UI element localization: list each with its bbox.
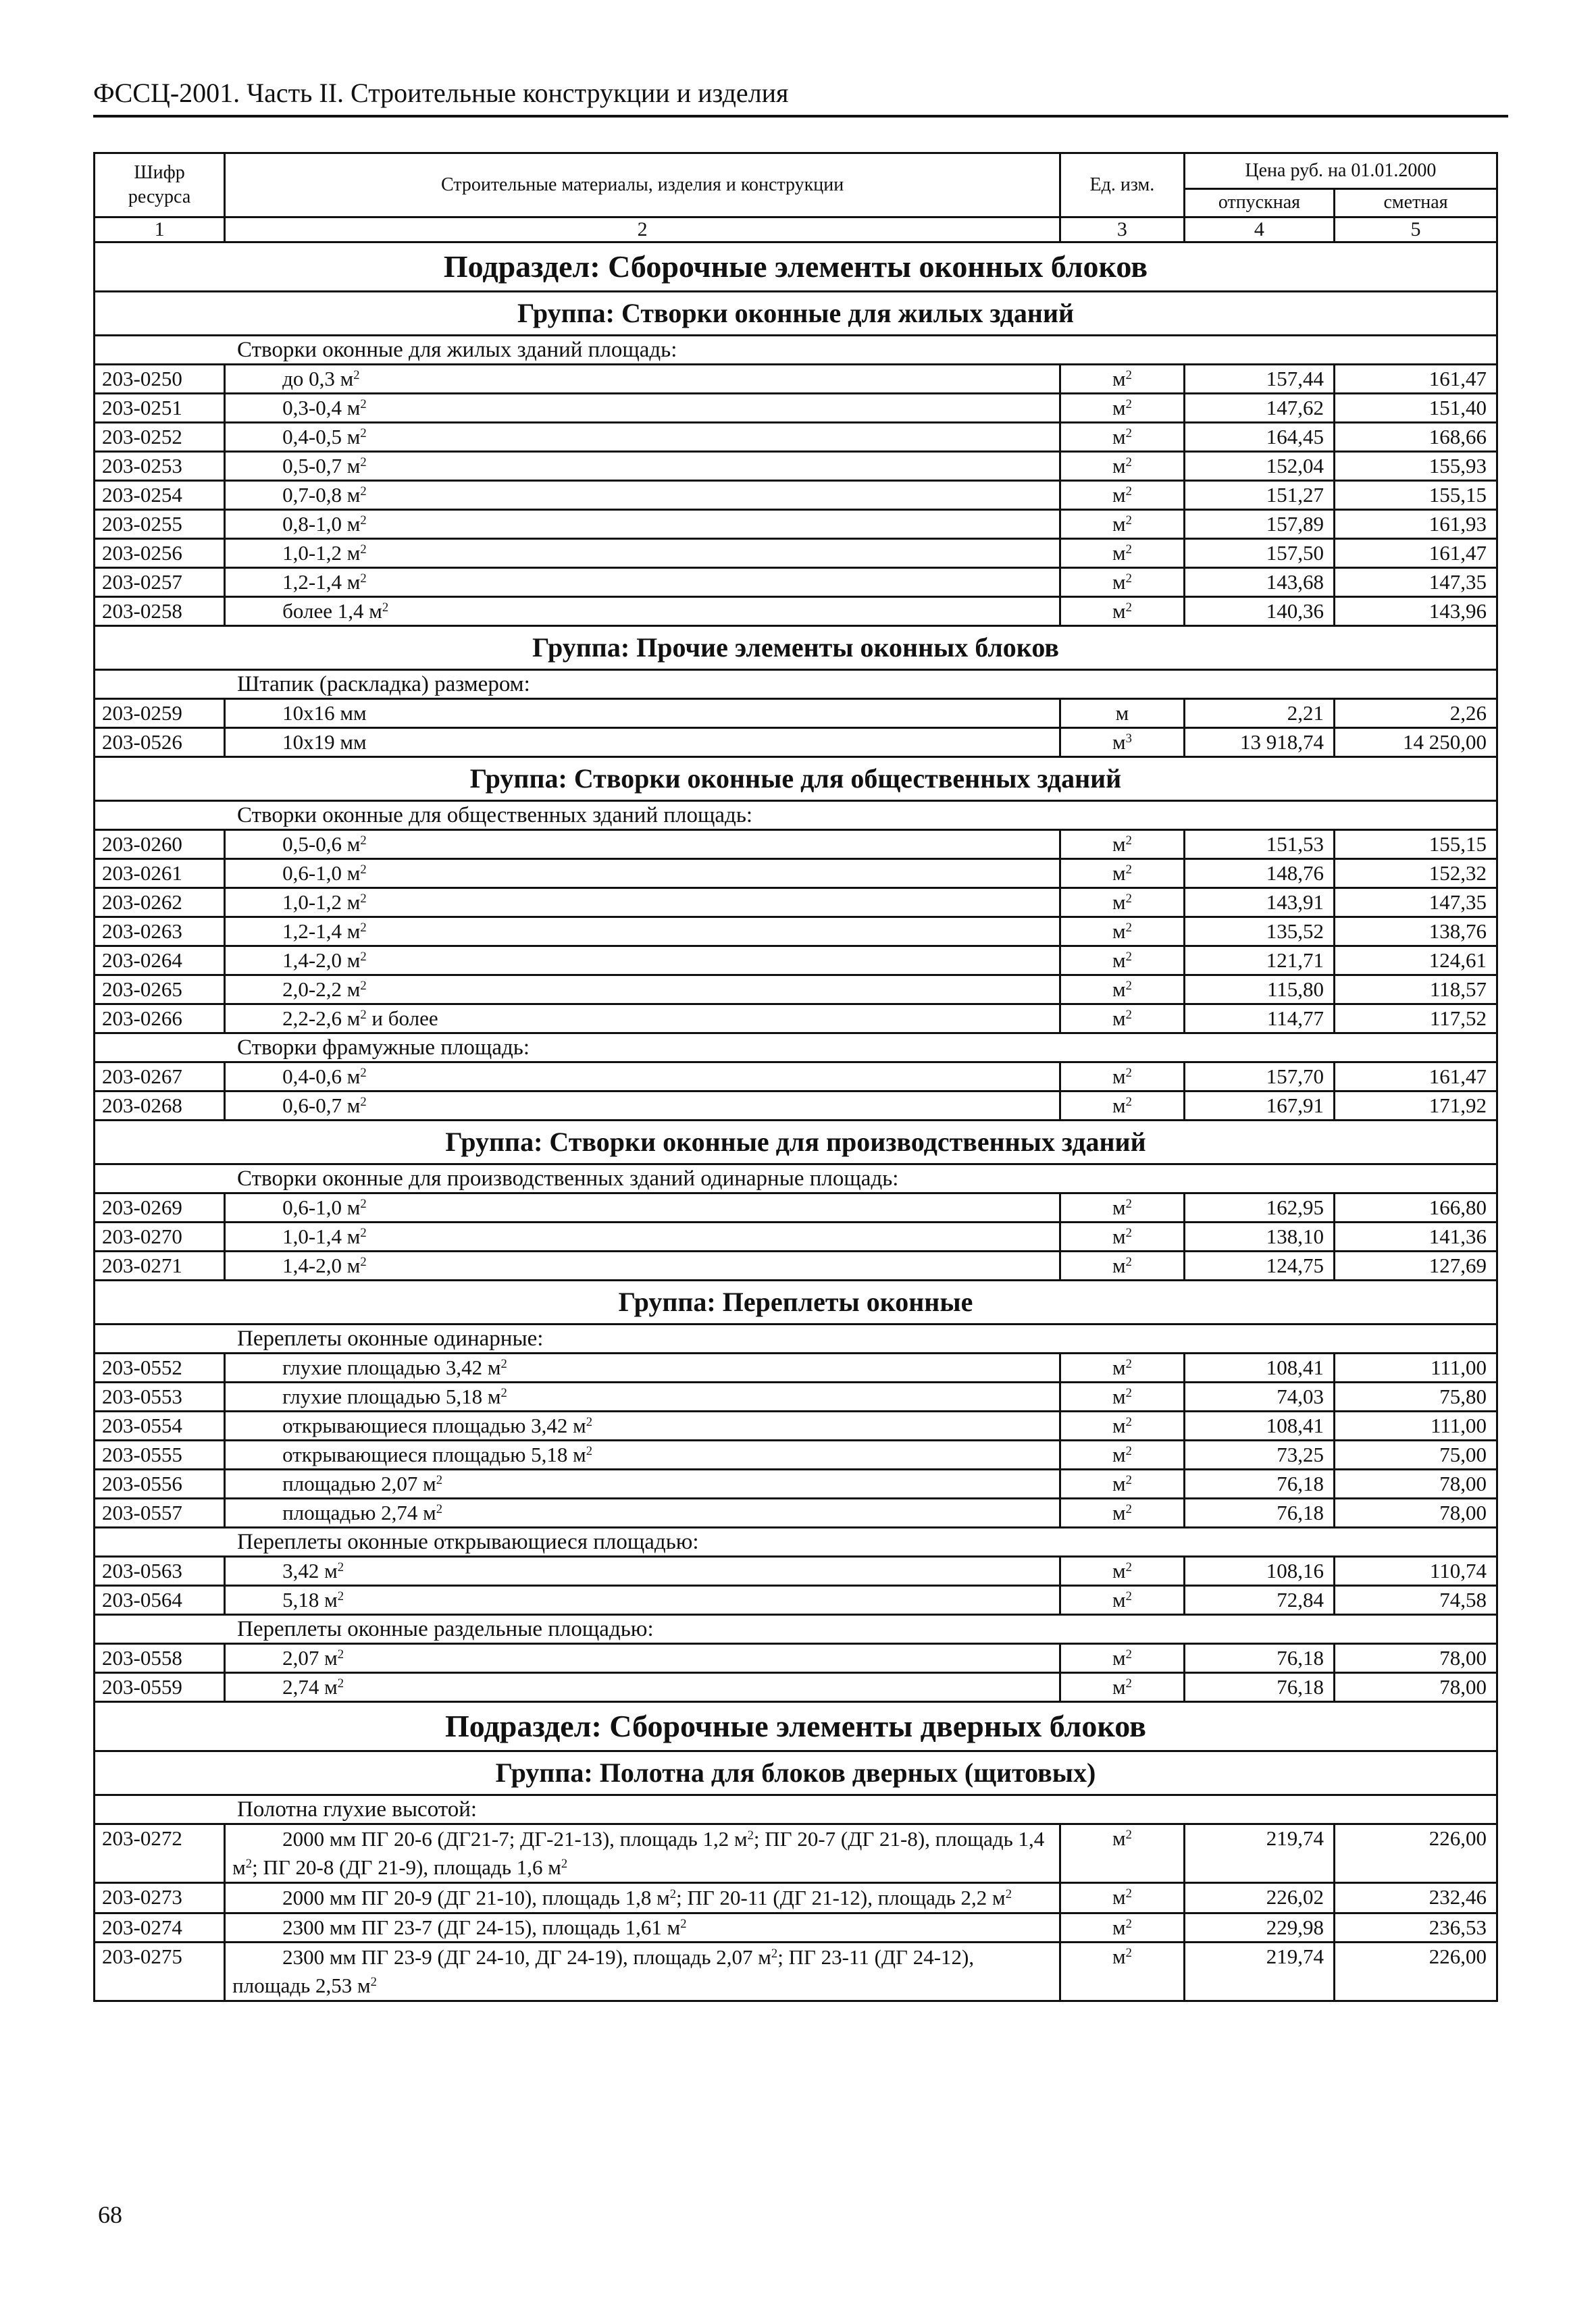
col-header-code: Шифр ресурса	[95, 153, 225, 217]
unit: $м^3$	[1060, 728, 1185, 757]
estimate-price: 117,52	[1335, 1004, 1497, 1033]
unit: $м^2$	[1060, 888, 1185, 917]
unit: $м^2$	[1060, 452, 1185, 481]
item-name: 1,2-1,4 $м^2$	[225, 917, 1060, 946]
unit: $м^2$	[1060, 1383, 1185, 1412]
table-row	[95, 830, 1497, 859]
release-price: 135,52	[1184, 917, 1334, 946]
unit: $м^2$	[1060, 1673, 1185, 1702]
release-price: 140,36	[1184, 597, 1334, 626]
resource-code: 203-0552	[95, 1354, 225, 1383]
resource-code: 203-0255	[95, 510, 225, 539]
estimate-price: 236,53	[1335, 1913, 1497, 1943]
table-row	[95, 1499, 1497, 1528]
col-header-name: Строительные материалы, изделия и конструкции	[225, 153, 1060, 217]
unit: $м^2$	[1060, 1943, 1185, 2001]
subheading-title: Переплеты оконные раздельные площадью:	[95, 1615, 1497, 1644]
table-row	[95, 1062, 1497, 1091]
estimate-price: 161,47	[1335, 539, 1497, 568]
item-name: 2,07 $м^2$	[225, 1644, 1060, 1673]
estimate-price: 78,00	[1335, 1644, 1497, 1673]
table-row	[95, 1943, 1497, 2001]
group-row	[95, 757, 1497, 801]
page-header-title: ФССЦ-2001. Часть II. Строительные конструкции и изделия	[93, 78, 789, 108]
release-price: 2,21	[1184, 699, 1334, 728]
resource-code: 203-0526	[95, 728, 225, 757]
estimate-price: 166,80	[1335, 1193, 1497, 1223]
estimate-price: 124,61	[1335, 946, 1497, 975]
estimate-price: 111,00	[1335, 1354, 1497, 1383]
unit: $м^2$	[1060, 859, 1185, 888]
table-row	[95, 975, 1497, 1004]
table-row	[95, 946, 1497, 975]
col-header-unit: Ед. изм.	[1060, 153, 1185, 217]
estimate-price: 161,93	[1335, 510, 1497, 539]
resource-code: 203-0254	[95, 481, 225, 510]
resource-code: 203-0268	[95, 1091, 225, 1121]
item-name: 0,6-0,7 $м^2$	[225, 1091, 1060, 1121]
estimate-price: 14 250,00	[1335, 728, 1497, 757]
estimate-price: 147,35	[1335, 888, 1497, 917]
estimate-price: 147,35	[1335, 568, 1497, 597]
unit: $м^2$	[1060, 946, 1185, 975]
release-price: 76,18	[1184, 1673, 1334, 1702]
unit: $м^2$	[1060, 539, 1185, 568]
table-row	[95, 1412, 1497, 1441]
resource-code: 203-0271	[95, 1252, 225, 1281]
table-row	[95, 1383, 1497, 1412]
group-title: Группа: Переплеты оконные	[95, 1281, 1497, 1325]
group-row	[95, 292, 1497, 336]
group-title: Группа: Створки оконные для жилых зданий	[95, 292, 1497, 336]
group-row	[95, 1281, 1497, 1325]
table-row	[95, 1883, 1497, 1913]
unit: м	[1060, 699, 1185, 728]
release-price: 164,45	[1184, 423, 1334, 452]
resource-code: 203-0269	[95, 1193, 225, 1223]
release-price: 157,44	[1184, 365, 1334, 394]
subheading-title: Штапик (раскладка) размером:	[95, 670, 1497, 699]
release-price: 74,03	[1184, 1383, 1334, 1412]
item-name: глухие площадью 3,42 $м^2$	[225, 1354, 1060, 1383]
estimate-price: 138,76	[1335, 917, 1497, 946]
table-row	[95, 1193, 1497, 1223]
subheading-row	[95, 1528, 1497, 1557]
release-price: 73,25	[1184, 1441, 1334, 1470]
subheading-row	[95, 670, 1497, 699]
subdivision-title: Подраздел: Сборочные элементы оконных блоков	[95, 242, 1497, 292]
estimate-price: 78,00	[1335, 1673, 1497, 1702]
group-row	[95, 1751, 1497, 1795]
header-divider	[93, 115, 1508, 118]
subheading-title: Створки фрамужные площадь:	[95, 1033, 1497, 1062]
col-header-release-price: отпускная	[1184, 188, 1334, 217]
column-number: 3	[1060, 217, 1185, 242]
release-price: 226,02	[1184, 1883, 1334, 1913]
item-name: 1,0-1,4 $м^2$	[225, 1223, 1060, 1252]
table-row	[95, 888, 1497, 917]
table-row	[95, 365, 1497, 394]
page-number: 68	[98, 2201, 122, 2228]
table-row	[95, 699, 1497, 728]
item-name: 2300 мм ПГ 23-9 (ДГ 24-10, ДГ 24-19), площадь 2,07 $м^2$; ПГ 23-11 (ДГ 24-12), площадь 2,53 $м^2$	[225, 1943, 1060, 2001]
resource-code: 203-0262	[95, 888, 225, 917]
item-name: 1,0-1,2 $м^2$	[225, 539, 1060, 568]
estimate-price: 74,58	[1335, 1586, 1497, 1615]
estimate-price: 152,32	[1335, 859, 1497, 888]
estimate-price: 171,92	[1335, 1091, 1497, 1121]
release-price: 108,41	[1184, 1412, 1334, 1441]
release-price: 76,18	[1184, 1644, 1334, 1673]
resource-code: 203-0553	[95, 1383, 225, 1412]
release-price: 72,84	[1184, 1586, 1334, 1615]
release-price: 157,89	[1184, 510, 1334, 539]
item-name: 0,5-0,6 $м^2$	[225, 830, 1060, 859]
item-name: 1,4-2,0 $м^2$	[225, 946, 1060, 975]
resource-code: 203-0260	[95, 830, 225, 859]
release-price: 76,18	[1184, 1499, 1334, 1528]
table-row	[95, 1586, 1497, 1615]
estimate-price: 155,93	[1335, 452, 1497, 481]
item-name: открывающиеся площадью 3,42 $м^2$	[225, 1412, 1060, 1441]
resource-code: 203-0256	[95, 539, 225, 568]
resource-code: 203-0557	[95, 1499, 225, 1528]
unit: $м^2$	[1060, 1004, 1185, 1033]
resource-code: 203-0258	[95, 597, 225, 626]
release-price: 152,04	[1184, 452, 1334, 481]
resource-code: 203-0253	[95, 452, 225, 481]
item-name: 3,42 $м^2$	[225, 1557, 1060, 1586]
table-row	[95, 1913, 1497, 1943]
column-number: 1	[95, 217, 225, 242]
estimate-price: 75,80	[1335, 1383, 1497, 1412]
release-price: 229,98	[1184, 1913, 1334, 1943]
item-name: более 1,4 $м^2$	[225, 597, 1060, 626]
estimate-price: 161,47	[1335, 1062, 1497, 1091]
table-row	[95, 510, 1497, 539]
estimate-price: 143,96	[1335, 597, 1497, 626]
item-name: 0,4-0,5 $м^2$	[225, 423, 1060, 452]
item-name: 0,5-0,7 $м^2$	[225, 452, 1060, 481]
unit: $м^2$	[1060, 1062, 1185, 1091]
unit: $м^2$	[1060, 394, 1185, 423]
release-price: 148,76	[1184, 859, 1334, 888]
table-row	[95, 1470, 1497, 1499]
unit: $м^2$	[1060, 1586, 1185, 1615]
release-price: 147,62	[1184, 394, 1334, 423]
subheading-title: Полотна глухие высотой:	[95, 1795, 1497, 1824]
estimate-price: 226,00	[1335, 1824, 1497, 1883]
unit: $м^2$	[1060, 1193, 1185, 1223]
item-name: 1,0-1,2 $м^2$	[225, 888, 1060, 917]
release-price: 162,95	[1184, 1193, 1334, 1223]
item-name: глухие площадью 5,18 $м^2$	[225, 1383, 1060, 1412]
table-row	[95, 597, 1497, 626]
subheading-row	[95, 1033, 1497, 1062]
resource-code: 203-0554	[95, 1412, 225, 1441]
item-name: 2,0-2,2 $м^2$	[225, 975, 1060, 1004]
resource-code: 203-0275	[95, 1943, 225, 2001]
resource-code: 203-0252	[95, 423, 225, 452]
group-row	[95, 626, 1497, 670]
unit: $м^2$	[1060, 1824, 1185, 1883]
item-name: 10x19 мм	[225, 728, 1060, 757]
subheading-row	[95, 1325, 1497, 1354]
release-price: 76,18	[1184, 1470, 1334, 1499]
subdivision-row	[95, 242, 1497, 292]
item-name: 2000 мм ПГ 20-6 (ДГ21-7; ДГ-21-13), площадь 1,2 $м^2$; ПГ 20-7 (ДГ 21-8), площадь 1,4 $м^2$; ПГ 20-8 (ДГ 21-9), площадь 1,6 $м^2$	[225, 1824, 1060, 1883]
resource-code: 203-0556	[95, 1470, 225, 1499]
item-name: 0,6-1,0 $м^2$	[225, 1193, 1060, 1223]
release-price: 151,53	[1184, 830, 1334, 859]
release-price: 157,50	[1184, 539, 1334, 568]
resource-code: 203-0250	[95, 365, 225, 394]
table-row	[95, 423, 1497, 452]
table-row	[95, 728, 1497, 757]
subheading-row	[95, 1164, 1497, 1193]
resource-code: 203-0251	[95, 394, 225, 423]
release-price: 143,68	[1184, 568, 1334, 597]
subheading-row	[95, 336, 1497, 365]
table-row	[95, 1441, 1497, 1470]
resource-code: 203-0261	[95, 859, 225, 888]
column-number-row	[95, 217, 1497, 242]
table-row	[95, 568, 1497, 597]
estimate-price: 168,66	[1335, 423, 1497, 452]
release-price: 114,77	[1184, 1004, 1334, 1033]
resource-code: 203-0264	[95, 946, 225, 975]
col-header-price-group: Цена руб. на 01.01.2000	[1184, 153, 1497, 189]
resource-code: 203-0559	[95, 1673, 225, 1702]
table-row	[95, 539, 1497, 568]
unit: $м^2$	[1060, 568, 1185, 597]
estimate-price: 127,69	[1335, 1252, 1497, 1281]
price-table	[93, 152, 1498, 2002]
unit: $м^2$	[1060, 365, 1185, 394]
unit: $м^2$	[1060, 423, 1185, 452]
subheading-row	[95, 801, 1497, 830]
resource-code: 203-0555	[95, 1441, 225, 1470]
group-row	[95, 1121, 1497, 1164]
table-row	[95, 1557, 1497, 1586]
release-price: 115,80	[1184, 975, 1334, 1004]
item-name: открывающиеся площадью 5,18 $м^2$	[225, 1441, 1060, 1470]
table-row	[95, 1223, 1497, 1252]
resource-code: 203-0274	[95, 1913, 225, 1943]
table-row	[95, 1004, 1497, 1033]
release-price: 121,71	[1184, 946, 1334, 975]
table-row	[95, 394, 1497, 423]
column-number: 4	[1184, 217, 1334, 242]
unit: $м^2$	[1060, 510, 1185, 539]
table-row	[95, 859, 1497, 888]
resource-code: 203-0558	[95, 1644, 225, 1673]
estimate-price: 118,57	[1335, 975, 1497, 1004]
table-row	[95, 1354, 1497, 1383]
unit: $м^2$	[1060, 481, 1185, 510]
item-name: 1,4-2,0 $м^2$	[225, 1252, 1060, 1281]
unit: $м^2$	[1060, 1223, 1185, 1252]
estimate-price: 2,26	[1335, 699, 1497, 728]
subheading-row	[95, 1795, 1497, 1824]
unit: $м^2$	[1060, 1913, 1185, 1943]
resource-code: 203-0564	[95, 1586, 225, 1615]
subheading-title: Створки оконные для жилых зданий площадь:	[95, 336, 1497, 365]
unit: $м^2$	[1060, 830, 1185, 859]
column-number: 5	[1335, 217, 1497, 242]
release-price: 167,91	[1184, 1091, 1334, 1121]
estimate-price: 151,40	[1335, 394, 1497, 423]
estimate-price: 226,00	[1335, 1943, 1497, 2001]
subheading-title: Переплеты оконные открывающиеся площадью:	[95, 1528, 1497, 1557]
unit: $м^2$	[1060, 1883, 1185, 1913]
subheading-title: Створки оконные для производственных зданий одинарные площадь:	[95, 1164, 1497, 1193]
release-price: 143,91	[1184, 888, 1334, 917]
item-name: 2,74 $м^2$	[225, 1673, 1060, 1702]
table-row	[95, 917, 1497, 946]
resource-code: 203-0563	[95, 1557, 225, 1586]
release-price: 157,70	[1184, 1062, 1334, 1091]
group-title: Группа: Прочие элементы оконных блоков	[95, 626, 1497, 670]
release-price: 138,10	[1184, 1223, 1334, 1252]
table-row	[95, 1252, 1497, 1281]
resource-code: 203-0272	[95, 1824, 225, 1883]
item-name: 0,7-0,8 $м^2$	[225, 481, 1060, 510]
item-name: 0,4-0,6 $м^2$	[225, 1062, 1060, 1091]
group-title: Группа: Створки оконные для производственных зданий	[95, 1121, 1497, 1164]
table-body	[95, 242, 1497, 2001]
unit: $м^2$	[1060, 917, 1185, 946]
estimate-price: 78,00	[1335, 1470, 1497, 1499]
subheading-row	[95, 1615, 1497, 1644]
item-name: площадью 2,07 $м^2$	[225, 1470, 1060, 1499]
item-name: 2,2-2,6 $м^2$ и более	[225, 1004, 1060, 1033]
estimate-price: 161,47	[1335, 365, 1497, 394]
resource-code: 203-0273	[95, 1883, 225, 1913]
unit: $м^2$	[1060, 1412, 1185, 1441]
item-name: 5,18 $м^2$	[225, 1586, 1060, 1615]
table-header-row	[95, 153, 1497, 189]
col-header-estimate-price: сметная	[1335, 188, 1497, 217]
subheading-title: Створки оконные для общественных зданий площадь:	[95, 801, 1497, 830]
estimate-price: 232,46	[1335, 1883, 1497, 1913]
resource-code: 203-0259	[95, 699, 225, 728]
table-row	[95, 1091, 1497, 1121]
release-price: 108,41	[1184, 1354, 1334, 1383]
group-title: Группа: Полотна для блоков дверных (щитовых)	[95, 1751, 1497, 1795]
unit: $м^2$	[1060, 597, 1185, 626]
table-row	[95, 1824, 1497, 1883]
resource-code: 203-0263	[95, 917, 225, 946]
estimate-price: 78,00	[1335, 1499, 1497, 1528]
item-name: 0,6-1,0 $м^2$	[225, 859, 1060, 888]
release-price: 124,75	[1184, 1252, 1334, 1281]
estimate-price: 141,36	[1335, 1223, 1497, 1252]
item-name: площадью 2,74 $м^2$	[225, 1499, 1060, 1528]
release-price: 151,27	[1184, 481, 1334, 510]
resource-code: 203-0266	[95, 1004, 225, 1033]
resource-code: 203-0267	[95, 1062, 225, 1091]
release-price: 219,74	[1184, 1824, 1334, 1883]
resource-code: 203-0257	[95, 568, 225, 597]
unit: $м^2$	[1060, 1557, 1185, 1586]
column-number: 2	[225, 217, 1060, 242]
subdivision-title: Подраздел: Сборочные элементы дверных блоков	[95, 1702, 1497, 1751]
unit: $м^2$	[1060, 1644, 1185, 1673]
item-name: 0,3-0,4 $м^2$	[225, 394, 1060, 423]
unit: $м^2$	[1060, 1091, 1185, 1121]
estimate-price: 155,15	[1335, 481, 1497, 510]
release-price: 13 918,74	[1184, 728, 1334, 757]
group-title: Группа: Створки оконные для общественных зданий	[95, 757, 1497, 801]
estimate-price: 75,00	[1335, 1441, 1497, 1470]
resource-code: 203-0265	[95, 975, 225, 1004]
item-name: 10x16 мм	[225, 699, 1060, 728]
item-name: 1,2-1,4 $м^2$	[225, 568, 1060, 597]
estimate-price: 155,15	[1335, 830, 1497, 859]
unit: $м^2$	[1060, 1499, 1185, 1528]
item-name: 2300 мм ПГ 23-7 (ДГ 24-15), площадь 1,61 $м^2$	[225, 1913, 1060, 1943]
estimate-price: 110,74	[1335, 1557, 1497, 1586]
release-price: 108,16	[1184, 1557, 1334, 1586]
estimate-price: 111,00	[1335, 1412, 1497, 1441]
unit: $м^2$	[1060, 1470, 1185, 1499]
subdivision-row	[95, 1702, 1497, 1751]
unit: $м^2$	[1060, 1441, 1185, 1470]
item-name: 2000 мм ПГ 20-9 (ДГ 21-10), площадь 1,8 $м^2$; ПГ 20-11 (ДГ 21-12), площадь 2,2 $м^2$	[225, 1883, 1060, 1913]
release-price: 219,74	[1184, 1943, 1334, 2001]
table-row	[95, 481, 1497, 510]
item-name: до 0,3 $м^2$	[225, 365, 1060, 394]
table-row	[95, 1673, 1497, 1702]
table-row	[95, 1644, 1497, 1673]
subheading-title: Переплеты оконные одинарные:	[95, 1325, 1497, 1354]
resource-code: 203-0270	[95, 1223, 225, 1252]
item-name: 0,8-1,0 $м^2$	[225, 510, 1060, 539]
unit: $м^2$	[1060, 1252, 1185, 1281]
table-row	[95, 452, 1497, 481]
unit: $м^2$	[1060, 1354, 1185, 1383]
unit: $м^2$	[1060, 975, 1185, 1004]
